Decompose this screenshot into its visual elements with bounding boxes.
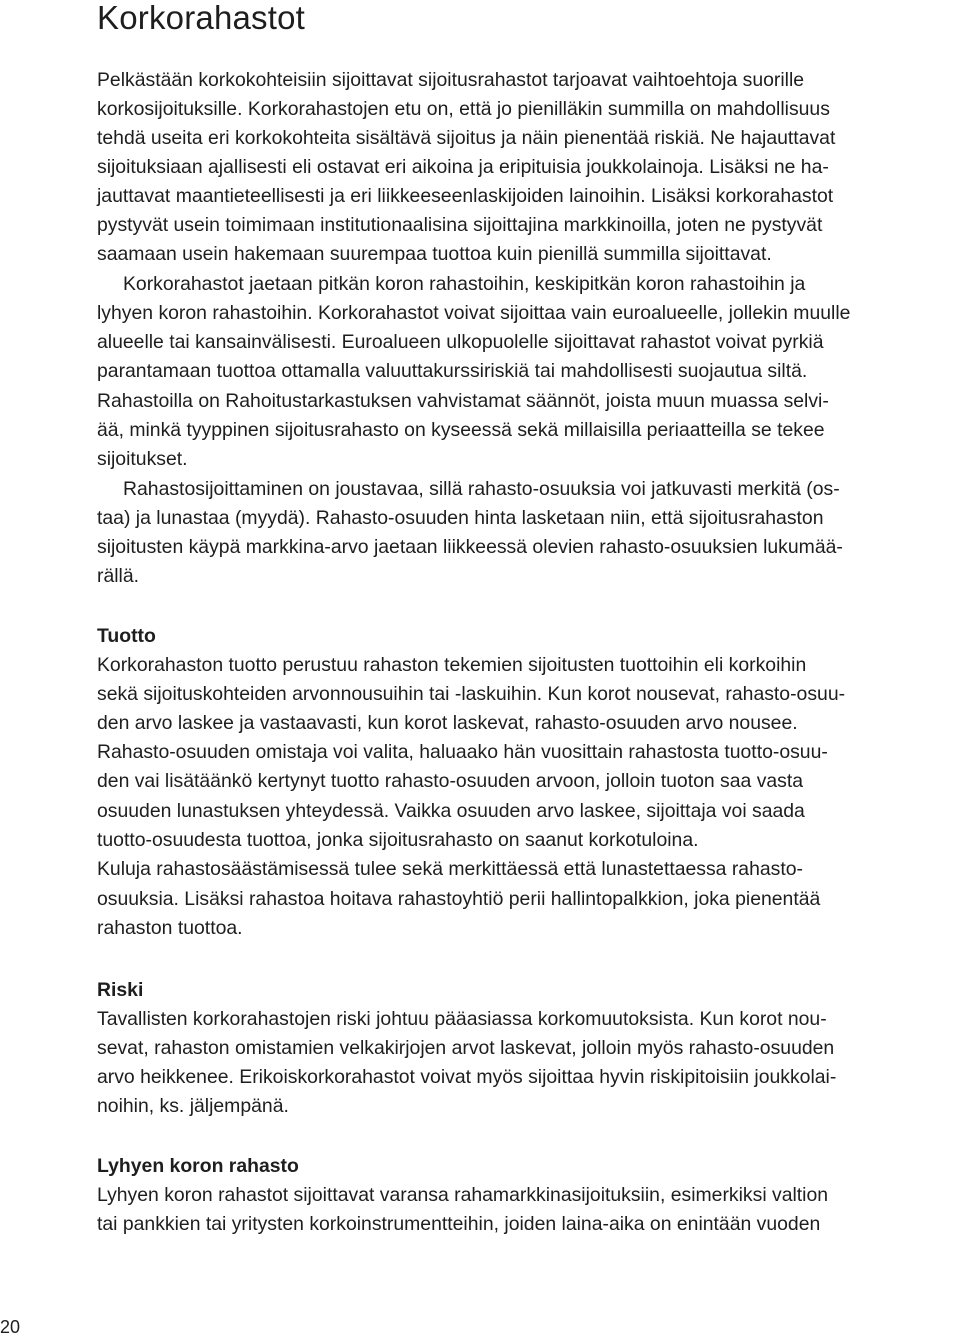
riski-line: noihin, ks. jäljempänä. (97, 1095, 289, 1117)
riski-line: sevat, rahaston omistamien velkakirjojen arvot laskevat, jolloin myös rahasto-osuuden (97, 1037, 835, 1059)
intro-line: Pelkästään korkokohteisiin sijoittavat sijoitusrahastot tarjoavat vaihtoehtoja suorille (97, 69, 805, 91)
intro-line: taa) ja lunastaa (myydä). Rahasto-osuuden hinta lasketaan niin, että sijoitusrahaston (97, 507, 824, 529)
section-heading-tuotto: Tuotto (97, 625, 156, 647)
page-title: Korkorahastot (97, 0, 306, 36)
riski-line: arvo heikkenee. Erikoiskorkorahastot voivat myös sijoittaa hyvin riskipitoisiin joukkolai- (97, 1066, 837, 1088)
section-heading-lyhyen: Lyhyen koron rahasto (97, 1155, 299, 1177)
intro-line: lyhyen koron rahastoihin. Korkorahastot voivat sijoittaa vain euroalueelle, jollekin muulle (97, 302, 851, 324)
riski-line: Tavallisten korkorahastojen riski johtuu pääasiassa korkomuutoksista. Kun korot nou- (97, 1008, 827, 1030)
tuotto-line: tuotto-osuudesta tuottoa, jonka sijoitusrahasto on saanut korkotuloina. (97, 829, 699, 851)
intro-line: sijoitusten käypä markkina-arvo jaetaan liikkeessä olevien rahasto-osuuksien lukumää- (97, 536, 843, 558)
tuotto-line: sekä sijoituskohteiden arvonnousuihin tai -laskuihin. Kun korot nousevat, rahasto-osuu- (97, 683, 846, 705)
section-heading-riski: Riski (97, 979, 144, 1001)
tuotto-line: osuuden lunastuksen yhteydessä. Vaikka osuuden arvo laskee, sijoittaja voi saada (97, 800, 805, 822)
tuotto-line: Kuluja rahastosäästämisessä tulee sekä merkittäessä että lunastettaessa rahasto- (97, 858, 803, 880)
intro-line: sijoitukset. (97, 448, 188, 470)
tuotto-line: osuuksia. Lisäksi rahastoa hoitava rahastoyhtiö perii hallintopalkkion, joka pienentää (97, 888, 821, 910)
intro-line: ää, minkä tyyppinen sijoitusrahasto on kyseessä sekä millaisilla periaatteilla se tekee (97, 419, 825, 441)
intro-line: Rahastoilla on Rahoitustarkastuksen vahvistamat säännöt, joista muun muassa selvi- (97, 390, 829, 412)
intro-line: jauttavat maantieteellisesti ja eri liikkeeseenlaskijoiden lainoihin. Lisäksi korkorahastot (97, 185, 834, 207)
tuotto-line: den arvo laskee ja vastaavasti, kun korot laskevat, rahasto-osuuden arvo nousee. (97, 712, 798, 734)
intro-line: Rahastosijoittaminen on joustavaa, sillä rahasto-osuuksia voi jatkuvasti merkitä (os- (123, 478, 840, 500)
tuotto-line: den vai lisätäänkö kertynyt tuotto rahasto-osuuden arvoon, jolloin tuoton saa vasta (97, 770, 804, 792)
intro-line: saamaan usein hakemaan suurempaa tuottoa kuin pienillä summilla sijoittavat. (97, 243, 772, 265)
intro-line: pystyvät usein toimimaan institutionaalisina sijoittajina markkinoilla, joten ne pystyvät (97, 214, 823, 236)
intro-line: rällä. (97, 565, 140, 587)
lyhyen-line: tai pankkien tai yritysten korkoinstrumentteihin, joiden laina-aika on enintään vuoden (97, 1213, 821, 1235)
lyhyen-line: Lyhyen koron rahastot sijoittavat varansa rahamarkkinasijoituksiin, esimerkiksi valtion (97, 1184, 829, 1206)
intro-line: Korkorahastot jaetaan pitkän koron rahastoihin, keskipitkän koron rahastoihin ja (123, 273, 806, 295)
intro-line: alueelle tai kansainvälisesti. Euroalueen ulkopuolelle sijoittavat rahastot voivat pyrkiä (97, 331, 824, 353)
intro-line: parantamaan tuottoa ottamalla valuuttakurssiriskiä tai mahdollisesti suojautua siltä. (97, 360, 808, 382)
intro-line: korkosijoituksille. Korkorahastojen etu on, että jo pienilläkin summilla on mahdollisuus (97, 98, 830, 120)
intro-line: tehdä useita eri korkokohteita sisältävä sijoitus ja näin pienentää riskiä. Ne hajauttavat (97, 127, 836, 149)
page-number: 20 (0, 1317, 21, 1337)
tuotto-line: Korkorahaston tuotto perustuu rahaston tekemien sijoitusten tuottoihin eli korkoihin (97, 654, 807, 676)
tuotto-line: Rahasto-osuuden omistaja voi valita, haluaako hän vuosittain rahastosta tuotto-osuu- (97, 741, 828, 763)
intro-line: sijoituksiaan ajallisesti eli ostavat eri aikoina ja eripituisia joukkolainoja. Lisäksi ne ha- (97, 156, 829, 178)
tuotto-line: rahaston tuottoa. (97, 917, 243, 939)
